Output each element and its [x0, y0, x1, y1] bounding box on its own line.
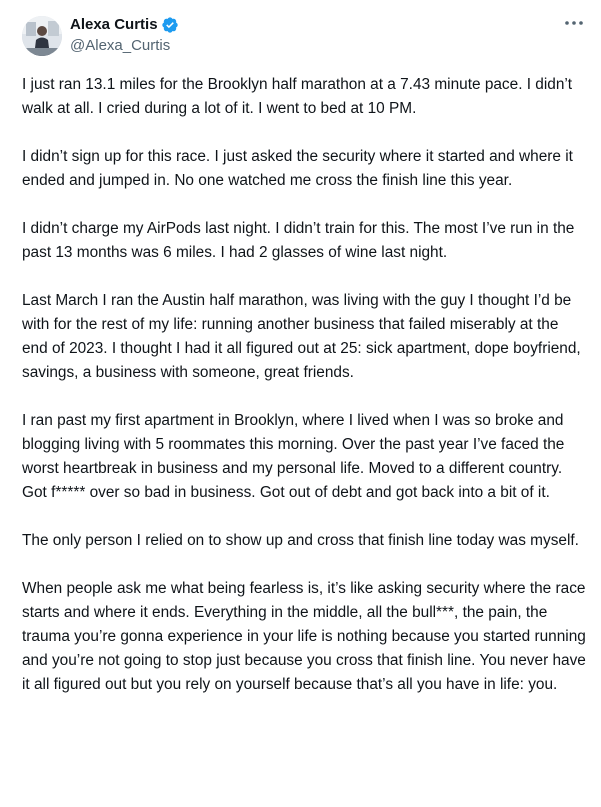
- verified-badge-icon[interactable]: [161, 16, 179, 34]
- author-name-row: [70, 15, 179, 35]
- tweet-paragraph-3: I didn’t charge my AirPods last night. I didn’t train for this. The most I’ve run in the past 13 months was 6 miles. I had 2 glasses of wine last night.: [22, 220, 575, 261]
- tweet-paragraph-7: When people ask me what being fearless is, it’s like asking security where the race starts and where it ends. Everything in the middle, all the bull***, the pain, the trauma you’re gonna experience in your life is nothing because you started running and you’re not going to stop just because you cross that finish line. You never have it all figured out but you rely on yourself because that’s all you have in life: you.: [22, 580, 586, 693]
- author-handle[interactable]: @Alexa_Curtis: [70, 37, 171, 54]
- author-display-name[interactable]: Alexa Curtis: [70, 16, 158, 33]
- avatar[interactable]: [22, 16, 62, 56]
- tweet-paragraph-1: I just ran 13.1 miles for the Brooklyn half marathon at a 7.43 minute pace. I didn’t walk at all. I cried during a lot of it. I went to bed at 10 PM.: [22, 76, 573, 117]
- tweet-paragraph-2: I didn’t sign up for this race. I just asked the security where it started and where it ended and jumped in. No one watched me cross the finish line this year.: [22, 148, 573, 189]
- tweet-paragraph-5: I ran past my first apartment in Brooklyn, where I lived when I was so broke and blogging living with 5 roommates this morning. Over the past year I’ve faced the worst heartbreak in business and my personal life. Moved to a different country. Got f***** over so bad in business. Got out of debt and got back into a bit of it.: [22, 412, 565, 501]
- profile-photo-icon: [22, 16, 62, 56]
- tweet-paragraph-6: The only person I relied on to show up and cross that finish line today was myself.: [22, 532, 579, 549]
- more-horizontal-icon: [564, 20, 584, 26]
- more-options-button[interactable]: [561, 14, 587, 32]
- tweet-paragraph-4: Last March I ran the Austin half marathon, was living with the guy I thought I’d be with for the rest of my life: running another business that failed miserably at the end of 2023. I thought I had it all figured out at 25: sick apartment, dope boyfriend, savings, a business with someone, great friends.: [22, 292, 581, 381]
- author-identity: [70, 12, 179, 56]
- tweet-text: [22, 73, 588, 697]
- tweet-header: [22, 12, 585, 60]
